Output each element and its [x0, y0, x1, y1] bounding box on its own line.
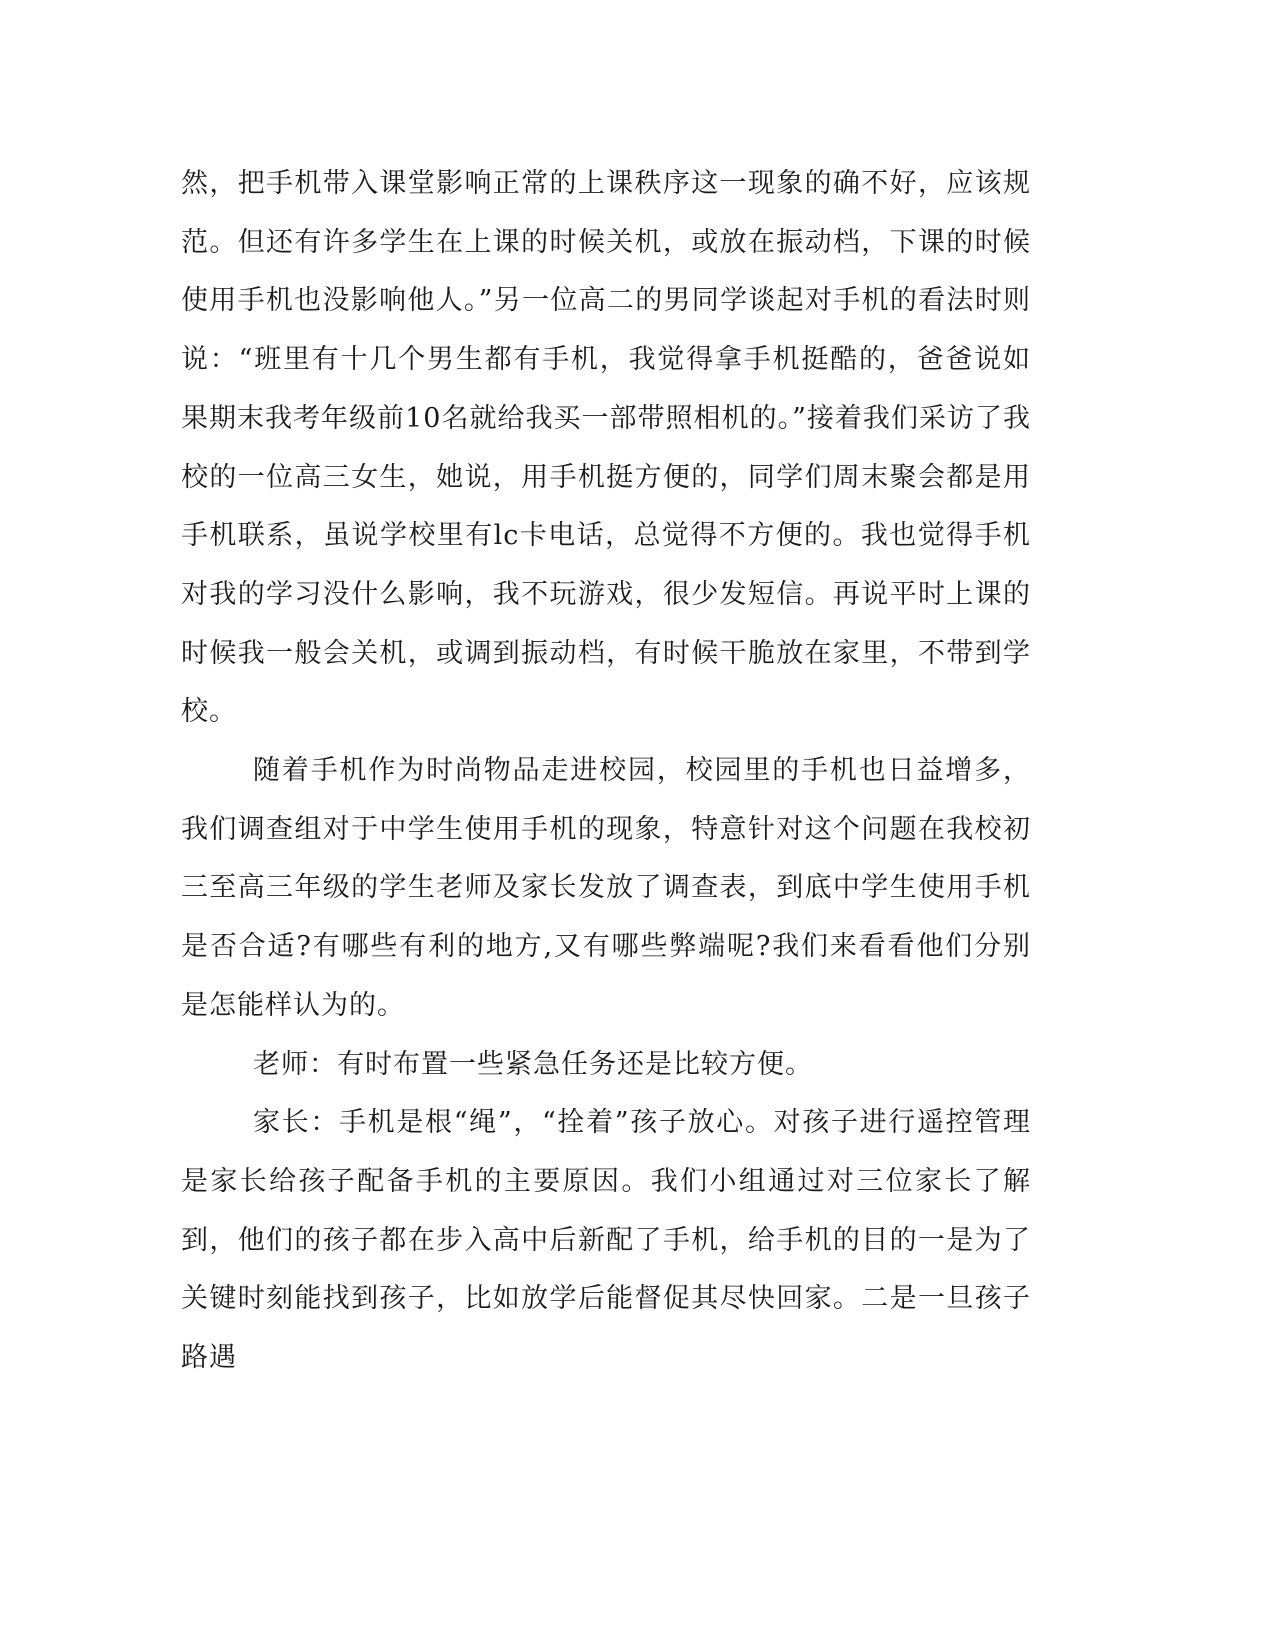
- body-text: [181, 155, 1031, 1388]
- paragraph-survey-intro: 随着手机作为时尚物品走进校园，校园里的手机也日益增多，我们调查组对于中学生使用手机的现象，特意针对这个问题在我校初三至高三年级的学生老师及家长发放了调查表，到底中学生使用手机是否合适?有哪些有利的地方,又有哪些弊端呢?我们来看看他们分别是怎能样认为的。: [181, 755, 1031, 1021]
- paragraph-teacher-view: 老师：有时布置一些紧急任务还是比较方便。: [253, 1048, 813, 1080]
- paragraph-continuation: 然，把手机带入课堂影响正常的上课秩序这一现象的确不好，应该规范。但还有许多学生在上课的时候关机，或放在振动档，下课的时候使用手机也没影响他人。”另一位高二的男同学谈起对手机的看法时则说：“班里有十几个男生都有手机，我觉得拿手机挺酷的，爸爸说如果期末我考年级前10名就给我买一部带照相机的。”接着我们采访了我校的一位高三女生，她说，用手机挺方便的，同学们周末聚会都是用手机联系，虽说学校里有lc卡电话，总觉得不方便的。我也觉得手机对我的学习没什么影响，我不玩游戏，很少发短信。再说平时上课的时候我一般会关机，或调到振动档，有时候干脆放在家里，不带到学校。: [181, 168, 1031, 728]
- paragraph-parent-view: 家长：手机是根“绳”，“拴着”孩子放心。对孩子进行遥控管理是家长给孩子配备手机的主要原因。我们小组通过对三位家长了解到，他们的孩子都在步入高中后新配了手机，给手机的目的一是为了关键时刻能找到孩子，比如放学后能督促其尽快回家。二是一旦孩子路遇: [181, 1107, 1031, 1374]
